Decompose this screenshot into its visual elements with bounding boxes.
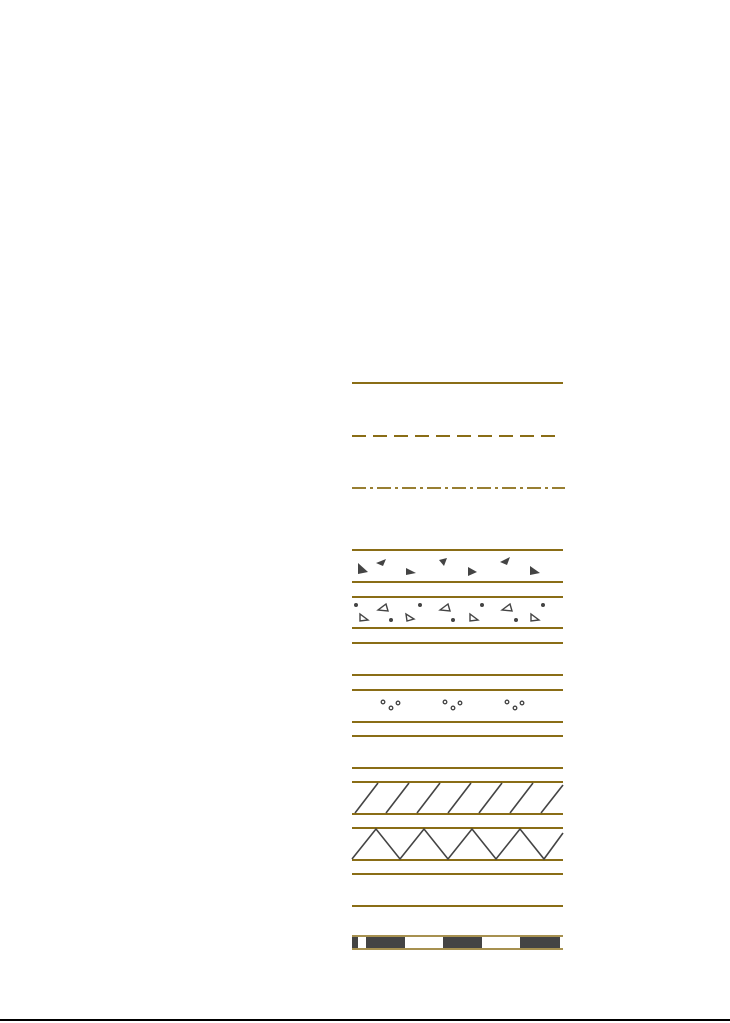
hatch-muuraus — [352, 782, 563, 814]
hatch-pehmea-eriste — [352, 874, 563, 906]
hatch-kevytsora — [352, 643, 563, 675]
bottom-divider — [0, 1019, 730, 1021]
hatch-taytemaa — [352, 550, 563, 582]
hatch-kevytbetoni — [352, 736, 563, 768]
hatch-betoni — [352, 690, 563, 722]
hatch-kova-eriste — [352, 828, 563, 860]
hatch-vedeneriste — [352, 936, 563, 949]
hatch-sora — [352, 597, 563, 628]
